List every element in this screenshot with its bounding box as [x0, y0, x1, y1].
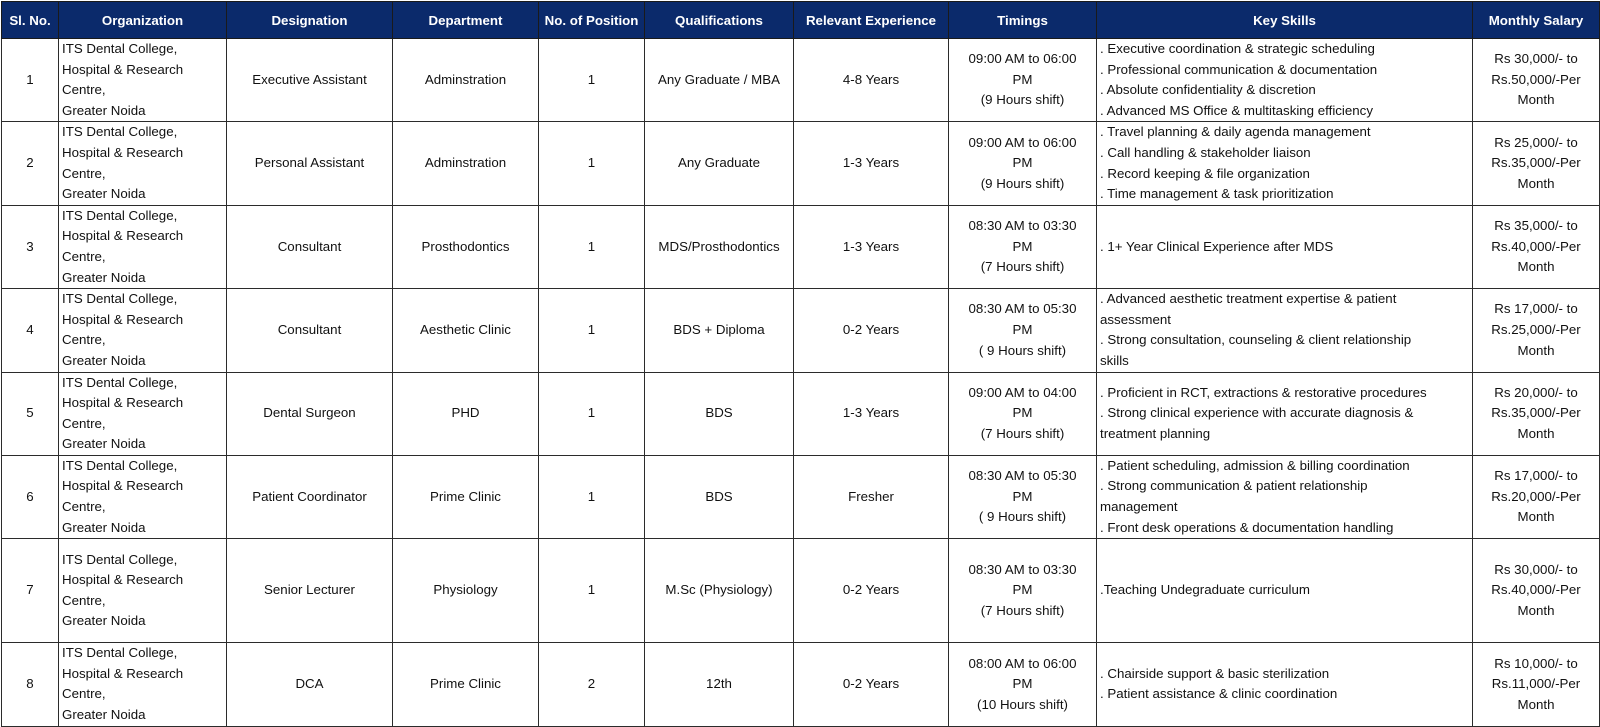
qualifications-cell: BDS + Diploma	[645, 289, 794, 372]
salary-line: Month	[1517, 696, 1555, 712]
sl-no-cell: 1	[2, 39, 59, 122]
key-skill-line: . Chairside support & basic sterilization	[1100, 665, 1330, 681]
salary-cell	[1473, 289, 1600, 372]
designation-cell: Senior Lecturer	[227, 539, 393, 643]
salary-line: Month	[1517, 425, 1555, 441]
table-row	[2, 643, 1600, 726]
key-skills-cell	[1097, 39, 1473, 122]
timings-cell	[949, 289, 1097, 372]
header-salary: Monthly Salary	[1473, 2, 1600, 39]
qualifications-cell: BDS	[645, 372, 794, 455]
timings-line: ( 9 Hours shift)	[978, 342, 1067, 358]
job-openings-table	[1, 1, 1600, 727]
organization-line: Centre,	[62, 415, 106, 431]
organization-line: Greater Noida	[62, 707, 146, 723]
salary-line: Rs 20,000/- to	[1494, 384, 1578, 400]
timings-line: (7 Hours shift)	[980, 259, 1065, 275]
positions-cell: 2	[539, 643, 645, 726]
key-skill-line: . Strong consultation, counseling & client relationship	[1100, 332, 1412, 348]
organization-line: ITS Dental College,	[62, 291, 178, 307]
timings-line: PM	[1012, 582, 1033, 598]
organization-line: Greater Noida	[62, 352, 146, 368]
key-skills-cell	[1097, 122, 1473, 205]
timings-line: (10 Hours shift)	[977, 696, 1068, 712]
qualifications-cell: M.Sc (Physiology)	[645, 539, 794, 643]
designation-cell: Personal Assistant	[227, 122, 393, 205]
header-designation: Designation	[227, 2, 393, 39]
positions-cell: 1	[539, 39, 645, 122]
timings-line: PM	[1012, 71, 1033, 87]
organization-line: Hospital & Research	[62, 311, 184, 327]
key-skill-line: .Teaching Undegraduate curriculum	[1100, 582, 1310, 598]
key-skill-line: . Travel planning & daily agenda management	[1100, 124, 1371, 140]
key-skill-line: . Professional communication & documentation	[1100, 61, 1378, 77]
timings-line: (7 Hours shift)	[980, 425, 1065, 441]
timings-line: 08:30 AM to 05:30	[968, 468, 1077, 484]
key-skill-line: . Strong clinical experience with accurate diagnosis &	[1100, 405, 1414, 421]
sl-no-cell: 5	[2, 372, 59, 455]
organization-line: Centre,	[62, 165, 106, 181]
salary-line: Rs 17,000/- to	[1494, 468, 1578, 484]
key-skills-cell	[1097, 643, 1473, 726]
salary-cell	[1473, 205, 1600, 288]
organization-cell	[59, 372, 227, 455]
salary-cell	[1473, 39, 1600, 122]
organization-line: Greater Noida	[62, 186, 146, 202]
organization-line: Centre,	[62, 332, 106, 348]
timings-cell	[949, 39, 1097, 122]
timings-line: 08:30 AM to 05:30	[968, 301, 1077, 317]
key-skill-line: assessment	[1100, 311, 1171, 327]
organization-line: Hospital & Research	[62, 395, 184, 411]
table-row	[2, 372, 1600, 455]
positions-cell: 1	[539, 205, 645, 288]
organization-line: ITS Dental College,	[62, 124, 178, 140]
salary-line: Month	[1517, 342, 1555, 358]
organization-line: ITS Dental College,	[62, 457, 178, 473]
timings-cell	[949, 372, 1097, 455]
experience-cell: 1-3 Years	[794, 122, 949, 205]
salary-line: Rs.40,000/-Per	[1491, 582, 1581, 598]
salary-line: Rs.35,000/-Per	[1491, 405, 1581, 421]
key-skills-cell	[1097, 289, 1473, 372]
timings-line: PM	[1012, 155, 1033, 171]
key-skills-cell	[1097, 539, 1473, 643]
timings-line: (9 Hours shift)	[980, 92, 1065, 108]
timings-cell	[949, 539, 1097, 643]
salary-line: Rs.40,000/-Per	[1491, 238, 1581, 254]
positions-cell: 1	[539, 289, 645, 372]
organization-line: Hospital & Research	[62, 572, 184, 588]
salary-cell	[1473, 122, 1600, 205]
organization-line: Hospital & Research	[62, 144, 184, 160]
experience-cell: Fresher	[794, 455, 949, 538]
sl-no-cell: 3	[2, 205, 59, 288]
designation-cell: DCA	[227, 643, 393, 726]
department-cell: PHD	[393, 372, 539, 455]
organization-line: Hospital & Research	[62, 665, 184, 681]
positions-cell: 1	[539, 372, 645, 455]
table-row	[2, 289, 1600, 372]
salary-line: Rs.20,000/-Per	[1491, 488, 1581, 504]
qualifications-cell: 12th	[645, 643, 794, 726]
organization-line: Hospital & Research	[62, 228, 184, 244]
sl-no-cell: 6	[2, 455, 59, 538]
timings-line: 08:30 AM to 03:30	[968, 561, 1077, 577]
salary-cell	[1473, 372, 1600, 455]
key-skill-line: . Absolute confidentiality & discretion	[1100, 82, 1316, 98]
organization-line: ITS Dental College,	[62, 374, 178, 390]
salary-line: Rs 25,000/- to	[1494, 134, 1578, 150]
department-cell: Prime Clinic	[393, 455, 539, 538]
key-skill-line: . Executive coordination & strategic scheduling	[1100, 41, 1375, 56]
qualifications-cell: Any Graduate	[645, 122, 794, 205]
sl-no-cell: 4	[2, 289, 59, 372]
key-skill-line: . Advanced aesthetic treatment expertise & patient	[1100, 291, 1397, 307]
salary-line: Rs 10,000/- to	[1494, 655, 1578, 671]
positions-cell: 1	[539, 539, 645, 643]
salary-cell	[1473, 455, 1600, 538]
timings-cell	[949, 455, 1097, 538]
timings-line: 09:00 AM to 06:00	[968, 134, 1077, 150]
sl-no-cell: 8	[2, 643, 59, 726]
key-skill-line: . Record keeping & file organization	[1100, 165, 1310, 181]
sl-no-cell: 7	[2, 539, 59, 643]
header-qualifications: Qualifications	[645, 2, 794, 39]
organization-line: Greater Noida	[62, 102, 146, 118]
experience-cell: 0-2 Years	[794, 539, 949, 643]
key-skill-line: . Strong communication & patient relationship	[1100, 478, 1368, 494]
organization-cell	[59, 455, 227, 538]
timings-cell	[949, 205, 1097, 288]
organization-line: Hospital & Research	[62, 61, 184, 77]
organization-cell	[59, 643, 227, 726]
organization-line: Centre,	[62, 686, 106, 702]
positions-cell: 1	[539, 455, 645, 538]
timings-line: (9 Hours shift)	[980, 175, 1065, 191]
organization-line: Centre,	[62, 499, 106, 515]
organization-cell	[59, 539, 227, 643]
timings-line: 08:30 AM to 03:30	[968, 218, 1077, 234]
designation-cell: Dental Surgeon	[227, 372, 393, 455]
organization-line: ITS Dental College,	[62, 41, 178, 56]
organization-line: Greater Noida	[62, 269, 146, 285]
salary-cell	[1473, 643, 1600, 726]
salary-line: Rs.25,000/-Per	[1491, 322, 1581, 338]
salary-line: Month	[1517, 509, 1555, 525]
salary-line: Month	[1517, 92, 1555, 108]
department-cell: Physiology	[393, 539, 539, 643]
key-skill-line: . 1+ Year Clinical Experience after MDS	[1100, 238, 1334, 254]
table-header-row	[2, 2, 1600, 39]
experience-cell: 0-2 Years	[794, 643, 949, 726]
organization-line: Centre,	[62, 82, 106, 98]
designation-cell: Consultant	[227, 205, 393, 288]
timings-line: PM	[1012, 488, 1033, 504]
organization-line: Hospital & Research	[62, 478, 184, 494]
key-skills-cell	[1097, 455, 1473, 538]
timings-line: PM	[1012, 322, 1033, 338]
designation-cell: Executive Assistant	[227, 39, 393, 122]
timings-line: (7 Hours shift)	[980, 603, 1065, 619]
salary-line: Rs.50,000/-Per	[1491, 71, 1581, 87]
organization-cell	[59, 289, 227, 372]
header-experience: Relevant Experience	[794, 2, 949, 39]
organization-line: ITS Dental College,	[62, 207, 178, 223]
organization-line: ITS Dental College,	[62, 645, 178, 661]
table-row	[2, 122, 1600, 205]
organization-cell	[59, 39, 227, 122]
timings-line: 09:00 AM to 04:00	[968, 384, 1077, 400]
key-skill-line: . Front desk operations & documentation handling	[1100, 519, 1394, 535]
salary-line: Rs.11,000/-Per	[1491, 676, 1581, 692]
key-skills-cell	[1097, 372, 1473, 455]
salary-line: Rs 35,000/- to	[1494, 218, 1578, 234]
timings-line: PM	[1012, 676, 1033, 692]
table-row	[2, 539, 1600, 643]
timings-line: PM	[1012, 238, 1033, 254]
organization-line: Greater Noida	[62, 519, 146, 535]
header-department: Department	[393, 2, 539, 39]
key-skill-line: management	[1100, 499, 1178, 515]
key-skill-line: . Advanced MS Office & multitasking efficiency	[1100, 102, 1373, 118]
experience-cell: 4-8 Years	[794, 39, 949, 122]
experience-cell: 1-3 Years	[794, 372, 949, 455]
table-row	[2, 455, 1600, 538]
key-skill-line: . Patient scheduling, admission & billing coordination	[1100, 457, 1410, 473]
key-skill-line: . Patient assistance & clinic coordination	[1100, 686, 1338, 702]
salary-line: Month	[1517, 259, 1555, 275]
header-positions: No. of Position	[539, 2, 645, 39]
qualifications-cell: Any Graduate / MBA	[645, 39, 794, 122]
sl-no-cell: 2	[2, 122, 59, 205]
key-skill-line: . Proficient in RCT, extractions & restorative procedures	[1100, 384, 1427, 400]
salary-line: Month	[1517, 175, 1555, 191]
header-timings: Timings	[949, 2, 1097, 39]
organization-line: ITS Dental College,	[62, 551, 178, 567]
department-cell: Prime Clinic	[393, 643, 539, 726]
organization-cell	[59, 122, 227, 205]
positions-cell: 1	[539, 122, 645, 205]
salary-line: Rs.35,000/-Per	[1491, 155, 1581, 171]
designation-cell: Consultant	[227, 289, 393, 372]
header-key-skills: Key Skills	[1097, 2, 1473, 39]
key-skill-line: . Call handling & stakeholder liaison	[1100, 144, 1311, 160]
timings-line: 09:00 AM to 06:00	[968, 51, 1077, 67]
timings-line: PM	[1012, 405, 1033, 421]
timings-cell	[949, 122, 1097, 205]
header-organization: Organization	[59, 2, 227, 39]
salary-line: Rs 30,000/- to	[1494, 561, 1578, 577]
experience-cell: 0-2 Years	[794, 289, 949, 372]
department-cell: Prosthodontics	[393, 205, 539, 288]
key-skill-line: skills	[1100, 352, 1129, 368]
timings-line: ( 9 Hours shift)	[978, 509, 1067, 525]
key-skill-line: . Time management & task prioritization	[1100, 186, 1334, 202]
key-skill-line: treatment planning	[1100, 425, 1211, 441]
department-cell: Aesthetic Clinic	[393, 289, 539, 372]
salary-line: Month	[1517, 603, 1555, 619]
salary-line: Rs 17,000/- to	[1494, 301, 1578, 317]
organization-line: Centre,	[62, 248, 106, 264]
header-sl-no: Sl. No.	[2, 2, 59, 39]
timings-cell	[949, 643, 1097, 726]
salary-cell	[1473, 539, 1600, 643]
department-cell: Adminstration	[393, 39, 539, 122]
organization-line: Centre,	[62, 592, 106, 608]
salary-line: Rs 30,000/- to	[1494, 51, 1578, 67]
table-body	[2, 39, 1600, 727]
organization-line: Greater Noida	[62, 613, 146, 629]
organization-cell	[59, 205, 227, 288]
table-row	[2, 205, 1600, 288]
designation-cell: Patient Coordinator	[227, 455, 393, 538]
experience-cell: 1-3 Years	[794, 205, 949, 288]
organization-line: Greater Noida	[62, 436, 146, 452]
key-skills-cell	[1097, 205, 1473, 288]
qualifications-cell: MDS/Prosthodontics	[645, 205, 794, 288]
department-cell: Adminstration	[393, 122, 539, 205]
timings-line: 08:00 AM to 06:00	[968, 655, 1077, 671]
table-row	[2, 39, 1600, 122]
qualifications-cell: BDS	[645, 455, 794, 538]
